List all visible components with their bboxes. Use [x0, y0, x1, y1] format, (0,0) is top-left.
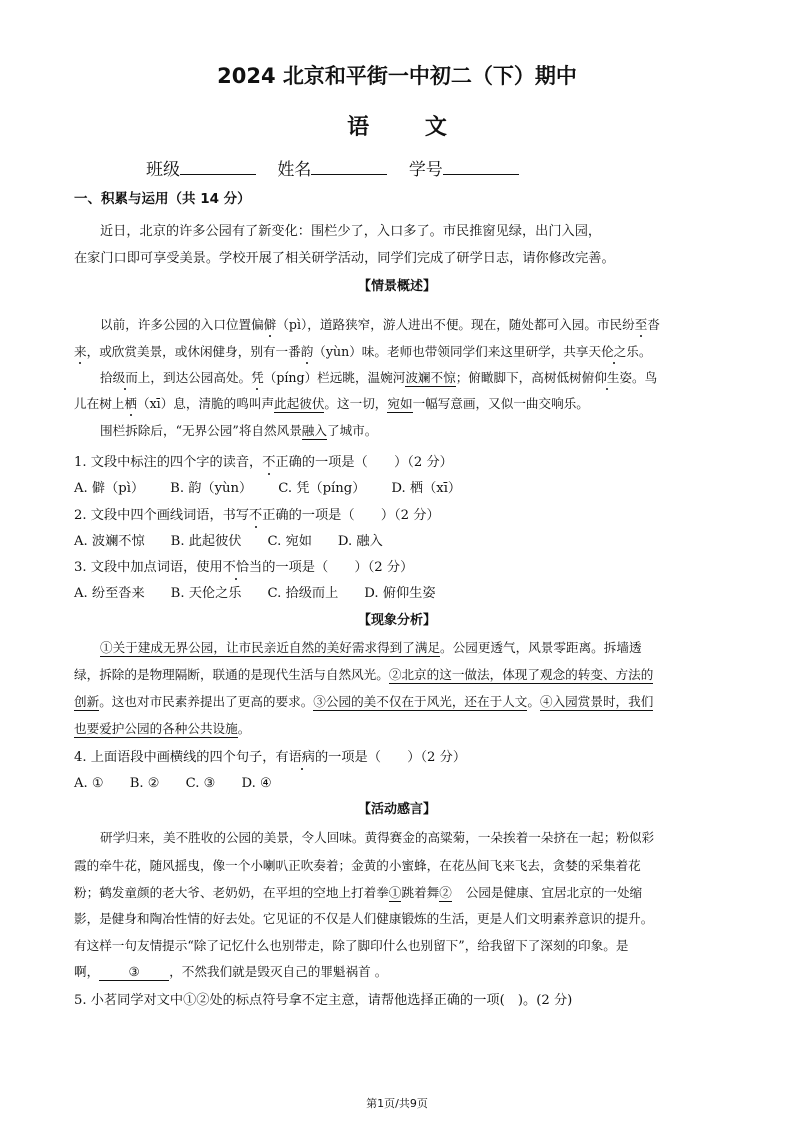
underlined-sentence-4: ④入园赏景时，我们 [539, 694, 654, 709]
text: 以前，许多公园的入口位置偏 [100, 317, 264, 332]
option-c[interactable]: C. 凭（píng） [278, 481, 366, 496]
underlined-sentence-3: ③公园的美不仅在于风光，还在于人文 [313, 694, 528, 709]
emphasis-char: 不恰 [222, 560, 250, 575]
text: 围栏拆除后，“无界公园”将自然风景 [100, 423, 302, 438]
activity-line-3 [74, 887, 724, 900]
activity-line-6 [74, 966, 724, 981]
subject-title: 语 文 [347, 115, 471, 140]
option-c[interactable]: C. ③ [185, 776, 216, 791]
underlined-word: 此起彼伏 [274, 396, 325, 411]
activity-line-4: 影，是健身和陶冶性情的好去处。它见证的不仅是人们健康锻炼的生活，更是人们文明素养意识的提升。 [74, 911, 654, 926]
text: 儿在树上 [74, 396, 125, 411]
underlined-word: 融入 [301, 423, 327, 438]
name-blank[interactable] [311, 159, 387, 175]
blank-3[interactable]: ③ [99, 966, 169, 981]
option-a[interactable]: A. 纷至沓来 [74, 586, 145, 601]
text: ，或欣赏美景，或休闲健身，别有一番 [86, 344, 301, 359]
activity-line-2: 霞的牵牛花，随风摇曳，像一个小喇叭正吹奏着；金黄的小蜜蜂，在花丛间飞来飞去，贪婪的采集着花 [74, 858, 641, 873]
page-number: 第1页/共9页 [366, 1097, 428, 1110]
scene-p1-line-2 [74, 346, 724, 359]
text: 。这一切， [324, 396, 388, 411]
option-b[interactable]: B. 天伦之乐 [170, 586, 242, 601]
option-d[interactable]: D. 栖（xī） [391, 481, 462, 496]
exam-title: 2024 北京和平街一中初二（下）期中 [217, 64, 577, 88]
text: 。鸟 [632, 370, 658, 385]
name-label: 姓名 [277, 160, 312, 180]
section-heading: 一、积累与运用（共 14 分） [74, 191, 251, 207]
dotted-word: 来 [74, 344, 87, 359]
activity-line-5: 有这样一句友情提示“除了记忆什么也别带走，除了脚印什么也别留下”，给我留下了深刻的印象。是 [74, 938, 629, 953]
text: 4. 上面语段中画横线的四个句子，有 [74, 750, 289, 765]
text: 跳着舞 [401, 885, 440, 900]
id-blank[interactable] [443, 159, 519, 175]
activity-heading: 【活动感言】 [357, 802, 436, 817]
scene-heading: 【情景概述】 [357, 279, 436, 294]
activity-line-1: 研学归来，美不胜收的公园的美景，令人回味。黄得赛金的高粱菊，一朵挨着一朵挤在一起；粉似彩 [100, 830, 655, 845]
option-a[interactable]: A. 波斓不惊 [74, 534, 145, 549]
text: 。 [638, 344, 652, 359]
question-5-stem: 5. 小茗同学对文中①②处的标点符号拿不定主意，请帮他选择正确的一项( )。(2 分) [74, 993, 573, 1008]
marked-char: 僻 [263, 317, 277, 332]
text: 正确的一项是（ ）（2 分） [262, 508, 440, 523]
option-d[interactable]: D. 融入 [337, 534, 383, 549]
option-b[interactable]: B. 韵（yùn） [170, 481, 253, 496]
intro-line-2: 在家门口即可享受美景。学校开展了相关研学活动，同学们完成了研学日志，请你修改完善。 [74, 251, 615, 266]
id-label: 学号 [408, 160, 443, 180]
text: 啊， [74, 964, 100, 979]
emphasis-char: 不 [262, 455, 276, 470]
option-b[interactable]: B. ② [129, 776, 160, 791]
text: 。这也对市民素养提出了更高的要求。 [99, 694, 314, 709]
text: ，到达公园高处。 [150, 370, 252, 385]
text: （píng）栏远眺，温婉河 [263, 370, 406, 385]
marked-char: 栖 [124, 396, 137, 411]
underlined-sentence-4: 也要爱护公园的各种公共设施 [74, 721, 238, 736]
question-3-stem [74, 561, 724, 574]
dotted-word: 纷至沓 [622, 317, 660, 332]
text: 公园是健康、宜居北京的一处缩 [465, 885, 643, 900]
text: 1. 文段中标注的四个字的读音， [74, 455, 263, 470]
analysis-line-3 [74, 696, 724, 709]
option-d[interactable]: D. ④ [241, 776, 272, 791]
student-info [146, 155, 535, 180]
text: 2. 文段中四个画线词语，书写 [74, 508, 250, 523]
dotted-word: 天伦之乐 [588, 344, 639, 359]
class-blank[interactable] [180, 159, 256, 175]
text: 。公园更透气，风景零距离。拆墙透 [440, 640, 642, 655]
scene-p2-line-1 [100, 372, 750, 385]
text: 一幅写意画，又似一曲交响乐。 [412, 396, 589, 411]
intro-line-1: 近日，北京的许多公园有了新变化：围栏少了，入口多了。市民推窗见绿，出门入园， [100, 224, 602, 239]
text: 正确的一项是（ ）（2 分） [275, 455, 453, 470]
text: 3. 文段中加点词语，使用 [74, 560, 223, 575]
underlined-sentence-2: ②北京的这一做法，体现了观念的转变、方法的 [388, 667, 654, 682]
option-a[interactable]: A. 僻（pì） [74, 481, 145, 496]
text: 了城市。 [326, 423, 378, 438]
blank-1[interactable]: ① [388, 885, 402, 900]
question-4-stem [74, 751, 724, 764]
underlined-word: 波斓不惊 [405, 370, 456, 385]
scene-p3 [100, 425, 750, 438]
text: 的一项是（ ）（2 分） [314, 750, 467, 765]
question-3-options [74, 587, 724, 600]
dotted-word: 拾级而上 [100, 370, 151, 385]
option-d[interactable]: D. 俯仰生姿 [364, 586, 436, 601]
text: 。 [237, 721, 251, 736]
text: 当的一项是（ ）（2 分） [249, 560, 414, 575]
option-c[interactable]: C. 宛如 [267, 534, 312, 549]
marked-char: 凭 [251, 370, 264, 385]
text: （yùn）味。老师也带领同学们来这里研学，共享 [313, 344, 589, 359]
marked-char: 韵 [300, 344, 314, 359]
question-4-options [74, 777, 724, 790]
analysis-line-4 [74, 723, 724, 736]
text: （xī）息，清脆的鸣叫声 [136, 396, 275, 411]
text: ，不然我们就是毁灭自己的罪魁祸首 。 [169, 964, 388, 979]
text: （pì），道路狭窄，游人进出不便。现在，随处都可入园。市民 [276, 317, 623, 332]
option-b[interactable]: B. 此起彼伏 [170, 534, 242, 549]
question-1-stem [74, 456, 724, 469]
scene-p1-line-1 [100, 319, 750, 332]
option-c[interactable]: C. 拾级而上 [267, 586, 339, 601]
scene-p2-line-2 [74, 398, 724, 411]
question-1-options [74, 482, 724, 495]
question-2-stem [74, 509, 724, 522]
underlined-word: 宛如 [387, 396, 413, 411]
text: 绿，拆除的是物理隔断，联通的是现代生活与自然风光。 [74, 667, 389, 682]
text: 粉；鹤发童颜的老大爷、老奶奶，在平坦的空地上打着拳 [74, 885, 389, 900]
question-2-options [74, 535, 724, 548]
underlined-sentence-2: 创新 [74, 694, 100, 709]
class-label: 班级 [146, 160, 180, 180]
analysis-line-1 [100, 642, 750, 655]
analysis-line-2 [74, 669, 724, 682]
dotted-word: 俯仰生姿 [581, 370, 633, 385]
text: ；俯瞰脚下，高树低树 [455, 370, 582, 385]
underlined-sentence-1: ①关于建成无界公园，让市民亲近自然的美好需求得到了满足 [100, 640, 441, 655]
emphasis-char: 语病 [288, 750, 315, 765]
analysis-heading: 【现象分析】 [357, 613, 436, 628]
emphasis-char: 不 [249, 508, 263, 523]
text: 。 [527, 694, 540, 709]
option-a[interactable]: A. ① [74, 776, 104, 791]
blank-2[interactable]: ② [439, 885, 452, 900]
